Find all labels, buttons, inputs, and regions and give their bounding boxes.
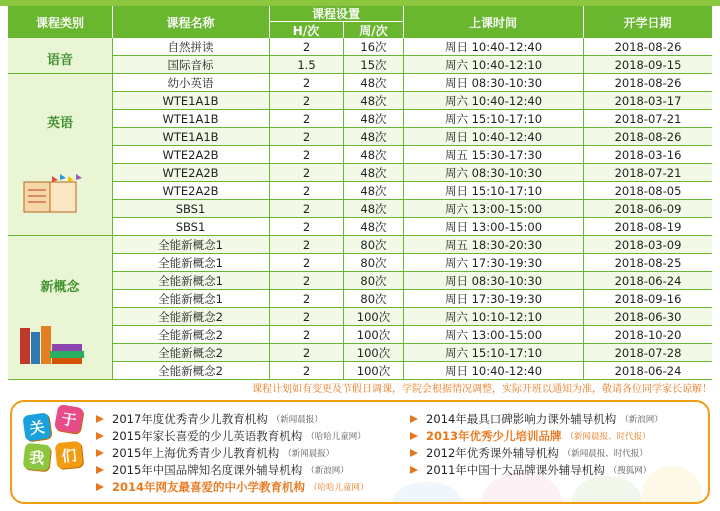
hours-cell: 2 bbox=[269, 326, 343, 343]
header-start-date: 开学日期 bbox=[623, 15, 672, 30]
hours-cell: 2 bbox=[269, 272, 343, 289]
date-cell: 2018-07-21 bbox=[583, 164, 712, 181]
header-course-name: 课程名称 bbox=[166, 15, 215, 30]
time-cell: 周日 08:30-10:30 bbox=[403, 272, 583, 289]
hours-cell: 2 bbox=[269, 254, 343, 271]
arrow-bullet-icon bbox=[410, 415, 418, 423]
honor-source: （哈哈儿童网） bbox=[306, 431, 366, 442]
honor-source: （新闻晨报） bbox=[271, 414, 323, 425]
arrow-bullet-icon bbox=[96, 466, 104, 474]
honor-item bbox=[410, 461, 663, 478]
course-name-cell: WTE2A2B bbox=[162, 183, 219, 198]
course-name-cell: 全能新概念1 bbox=[158, 237, 223, 252]
date-cell: 2018-06-09 bbox=[583, 200, 712, 217]
honor-item bbox=[96, 444, 369, 461]
header-category: 课程类别 bbox=[35, 15, 84, 30]
table-row bbox=[112, 92, 712, 110]
hours-cell: 2 bbox=[269, 308, 343, 325]
time-cell: 周五 18:30-20:30 bbox=[403, 236, 583, 253]
hours-cell: 2 bbox=[269, 110, 343, 127]
time-cell: 周六 10:10-12:10 bbox=[403, 308, 583, 325]
time-cell: 周六 13:00-15:00 bbox=[403, 326, 583, 343]
hours-cell: 2 bbox=[269, 362, 343, 379]
course-name-cell: WTE2A2B bbox=[162, 165, 219, 180]
about-badge-3: 我 bbox=[23, 443, 52, 472]
honor-source: （新浪网） bbox=[306, 465, 349, 476]
honor-source: （搜狐网） bbox=[608, 465, 652, 476]
time-cell: 周六 10:40-12:40 bbox=[403, 92, 583, 109]
honor-award: 2014年最具口碑影响力课外辅导机构 bbox=[426, 411, 617, 426]
table-row bbox=[112, 308, 712, 326]
table-row bbox=[112, 272, 712, 290]
honor-item bbox=[96, 461, 369, 478]
date-cell: 2018-08-19 bbox=[583, 218, 712, 235]
header-hours-per: H/次 bbox=[292, 23, 320, 38]
times-cell: 48次 bbox=[343, 218, 403, 235]
honor-item bbox=[96, 410, 369, 427]
honor-award: 2014年网友最喜爱的中小学教育机构 bbox=[112, 479, 306, 494]
table-row bbox=[112, 344, 712, 362]
time-cell: 周日 10:40-12:40 bbox=[403, 38, 583, 55]
honor-source: （新闻晨报） bbox=[283, 448, 335, 459]
times-cell: 48次 bbox=[343, 128, 403, 145]
honor-award: 2017年度优秀青少儿教育机构 bbox=[112, 411, 268, 426]
date-cell: 2018-08-26 bbox=[583, 38, 712, 55]
category-label: 语音 bbox=[46, 53, 73, 68]
arrow-bullet-icon bbox=[96, 415, 104, 423]
hours-cell: 2 bbox=[269, 290, 343, 307]
honor-award: 2015年中国品牌知名度课外辅导机构 bbox=[112, 462, 303, 477]
times-cell: 48次 bbox=[343, 146, 403, 163]
times-cell: 100次 bbox=[343, 308, 403, 325]
date-cell: 2018-08-25 bbox=[583, 254, 712, 271]
hours-cell: 2 bbox=[269, 236, 343, 253]
table-row bbox=[112, 146, 712, 164]
times-cell: 80次 bbox=[343, 236, 403, 253]
date-cell: 2018-06-24 bbox=[583, 272, 712, 289]
course-name-cell: 全能新概念2 bbox=[158, 309, 223, 324]
course-name-cell: SBS1 bbox=[175, 201, 206, 216]
time-cell: 周六 10:40-12:10 bbox=[403, 56, 583, 73]
times-cell: 100次 bbox=[343, 362, 403, 379]
time-cell: 周日 10:40-12:40 bbox=[403, 362, 583, 379]
honor-source: （新闻晨报、时代报） bbox=[562, 448, 648, 459]
category-divider bbox=[112, 38, 113, 380]
table-row bbox=[112, 236, 712, 254]
hours-cell: 2 bbox=[269, 164, 343, 181]
arrow-bullet-icon bbox=[410, 432, 418, 440]
course-name-cell: WTE1A1B bbox=[162, 93, 219, 108]
about-badge-2: 于 bbox=[54, 404, 84, 434]
honor-award: 2013年优秀少儿培训品牌 bbox=[426, 428, 562, 443]
honor-item bbox=[410, 410, 663, 427]
time-cell: 周日 15:10-17:10 bbox=[403, 182, 583, 199]
honor-source: （新闻晨报、时代报） bbox=[565, 431, 651, 442]
course-name-cell: WTE2A2B bbox=[162, 147, 219, 162]
date-cell: 2018-09-16 bbox=[583, 290, 712, 307]
header-class-time: 上课时间 bbox=[468, 15, 517, 30]
course-name-cell: WTE1A1B bbox=[162, 129, 219, 144]
table-row bbox=[112, 56, 712, 74]
course-name-cell: 幼小英语 bbox=[167, 75, 214, 90]
table-row bbox=[112, 128, 712, 146]
time-cell: 周日 08:30-10:30 bbox=[403, 74, 583, 91]
times-cell: 15次 bbox=[343, 56, 403, 73]
time-cell: 周六 15:10-17:10 bbox=[403, 110, 583, 127]
honor-source: （哈哈儿童网） bbox=[309, 482, 369, 493]
times-cell: 100次 bbox=[343, 344, 403, 361]
date-cell: 2018-03-16 bbox=[583, 146, 712, 163]
course-name-cell: 自然拼读 bbox=[167, 39, 214, 54]
course-name-cell: 全能新概念2 bbox=[158, 363, 223, 378]
date-cell: 2018-06-24 bbox=[583, 362, 712, 379]
table-row bbox=[112, 290, 712, 308]
date-cell: 2018-10-20 bbox=[583, 326, 712, 343]
time-cell: 周六 15:10-17:10 bbox=[403, 344, 583, 361]
date-cell: 2018-03-17 bbox=[583, 92, 712, 109]
date-cell: 2018-08-05 bbox=[583, 182, 712, 199]
hours-cell: 2 bbox=[269, 92, 343, 109]
course-name-cell: 全能新概念2 bbox=[158, 345, 223, 360]
times-cell: 48次 bbox=[343, 74, 403, 91]
about-us-panel bbox=[10, 400, 710, 504]
hours-cell: 2 bbox=[269, 128, 343, 145]
honor-award: 2015年家长喜爱的少儿英语教育机构 bbox=[112, 428, 303, 443]
time-cell: 周日 10:40-12:40 bbox=[403, 128, 583, 145]
honors-list-left bbox=[96, 410, 369, 495]
hours-cell: 2 bbox=[269, 146, 343, 163]
hours-cell: 2 bbox=[269, 74, 343, 91]
times-cell: 48次 bbox=[343, 92, 403, 109]
date-cell: 2018-08-26 bbox=[583, 74, 712, 91]
about-badge-4: 们 bbox=[55, 441, 84, 470]
time-cell: 周日 13:00-15:00 bbox=[403, 218, 583, 235]
table-row bbox=[112, 110, 712, 128]
table-row bbox=[112, 164, 712, 182]
honor-award: 2011年中国十大品牌课外辅导机构 bbox=[426, 462, 605, 477]
honor-award: 2012年优秀课外辅导机构 bbox=[426, 445, 559, 460]
arrow-bullet-icon bbox=[410, 466, 418, 474]
time-cell: 周六 17:30-19:30 bbox=[403, 254, 583, 271]
table-header bbox=[8, 6, 712, 38]
category-label: 新概念 bbox=[40, 280, 80, 295]
times-cell: 16次 bbox=[343, 38, 403, 55]
date-cell: 2018-06-30 bbox=[583, 308, 712, 325]
course-name-cell: 国际音标 bbox=[167, 57, 214, 72]
hours-cell: 2 bbox=[269, 344, 343, 361]
course-name-cell: 全能新概念1 bbox=[158, 273, 223, 288]
honor-item bbox=[96, 427, 369, 444]
times-cell: 48次 bbox=[343, 164, 403, 181]
category-label: 英语 bbox=[46, 116, 73, 131]
hours-cell: 2 bbox=[269, 200, 343, 217]
table-row bbox=[112, 74, 712, 92]
open-book-flags-illustration bbox=[22, 172, 84, 214]
hours-cell: 2 bbox=[269, 182, 343, 199]
honor-item bbox=[410, 427, 663, 444]
arrow-bullet-icon bbox=[96, 483, 104, 491]
course-name-cell: WTE1A1B bbox=[162, 111, 219, 126]
times-cell: 80次 bbox=[343, 272, 403, 289]
course-name-cell: 全能新概念1 bbox=[158, 255, 223, 270]
times-cell: 80次 bbox=[343, 254, 403, 271]
hours-cell: 2 bbox=[269, 218, 343, 235]
table-row bbox=[112, 254, 712, 272]
date-cell: 2018-07-28 bbox=[583, 344, 712, 361]
header-weekly-times: 周/次 bbox=[359, 23, 388, 38]
table-row bbox=[112, 182, 712, 200]
date-cell: 2018-09-15 bbox=[583, 56, 712, 73]
time-cell: 周日 17:30-19:30 bbox=[403, 290, 583, 307]
hours-cell: 1.5 bbox=[269, 56, 343, 73]
time-cell: 周六 08:30-10:30 bbox=[403, 164, 583, 181]
date-cell: 2018-07-21 bbox=[583, 110, 712, 127]
stacked-books-illustration bbox=[16, 322, 86, 366]
times-cell: 48次 bbox=[343, 110, 403, 127]
honors-list-right bbox=[410, 410, 663, 478]
honor-item bbox=[410, 444, 663, 461]
honor-source: （新浪网） bbox=[620, 414, 663, 425]
hours-cell: 2 bbox=[269, 38, 343, 55]
header-course-setting: 课程设置 bbox=[311, 7, 360, 21]
table-row bbox=[112, 326, 712, 344]
course-name-cell: 全能新概念1 bbox=[158, 291, 223, 306]
arrow-bullet-icon bbox=[96, 432, 104, 440]
times-cell: 80次 bbox=[343, 290, 403, 307]
course-name-cell: SBS1 bbox=[175, 219, 206, 234]
date-cell: 2018-03-09 bbox=[583, 236, 712, 253]
schedule-note: 课程计划如有变更及节假日调课，学院会根据情况调整，实际开班以通知为准，敬请各位同学家长谅解！ bbox=[252, 384, 712, 395]
arrow-bullet-icon bbox=[96, 449, 104, 457]
course-name-cell: 全能新概念2 bbox=[158, 327, 223, 342]
times-cell: 48次 bbox=[343, 182, 403, 199]
honor-award: 2015年上海优秀青少儿教育机构 bbox=[112, 445, 280, 460]
table-row bbox=[112, 362, 712, 380]
table-row bbox=[112, 218, 712, 236]
honor-item bbox=[96, 478, 369, 495]
date-cell: 2018-08-26 bbox=[583, 128, 712, 145]
about-badge-1: 关 bbox=[22, 412, 51, 441]
table-row bbox=[112, 200, 712, 218]
time-cell: 周六 13:00-15:00 bbox=[403, 200, 583, 217]
time-cell: 周五 15:30-17:30 bbox=[403, 146, 583, 163]
course-schedule-table bbox=[8, 6, 712, 378]
times-cell: 100次 bbox=[343, 326, 403, 343]
arrow-bullet-icon bbox=[410, 449, 418, 457]
table-row bbox=[112, 38, 712, 56]
times-cell: 48次 bbox=[343, 200, 403, 217]
